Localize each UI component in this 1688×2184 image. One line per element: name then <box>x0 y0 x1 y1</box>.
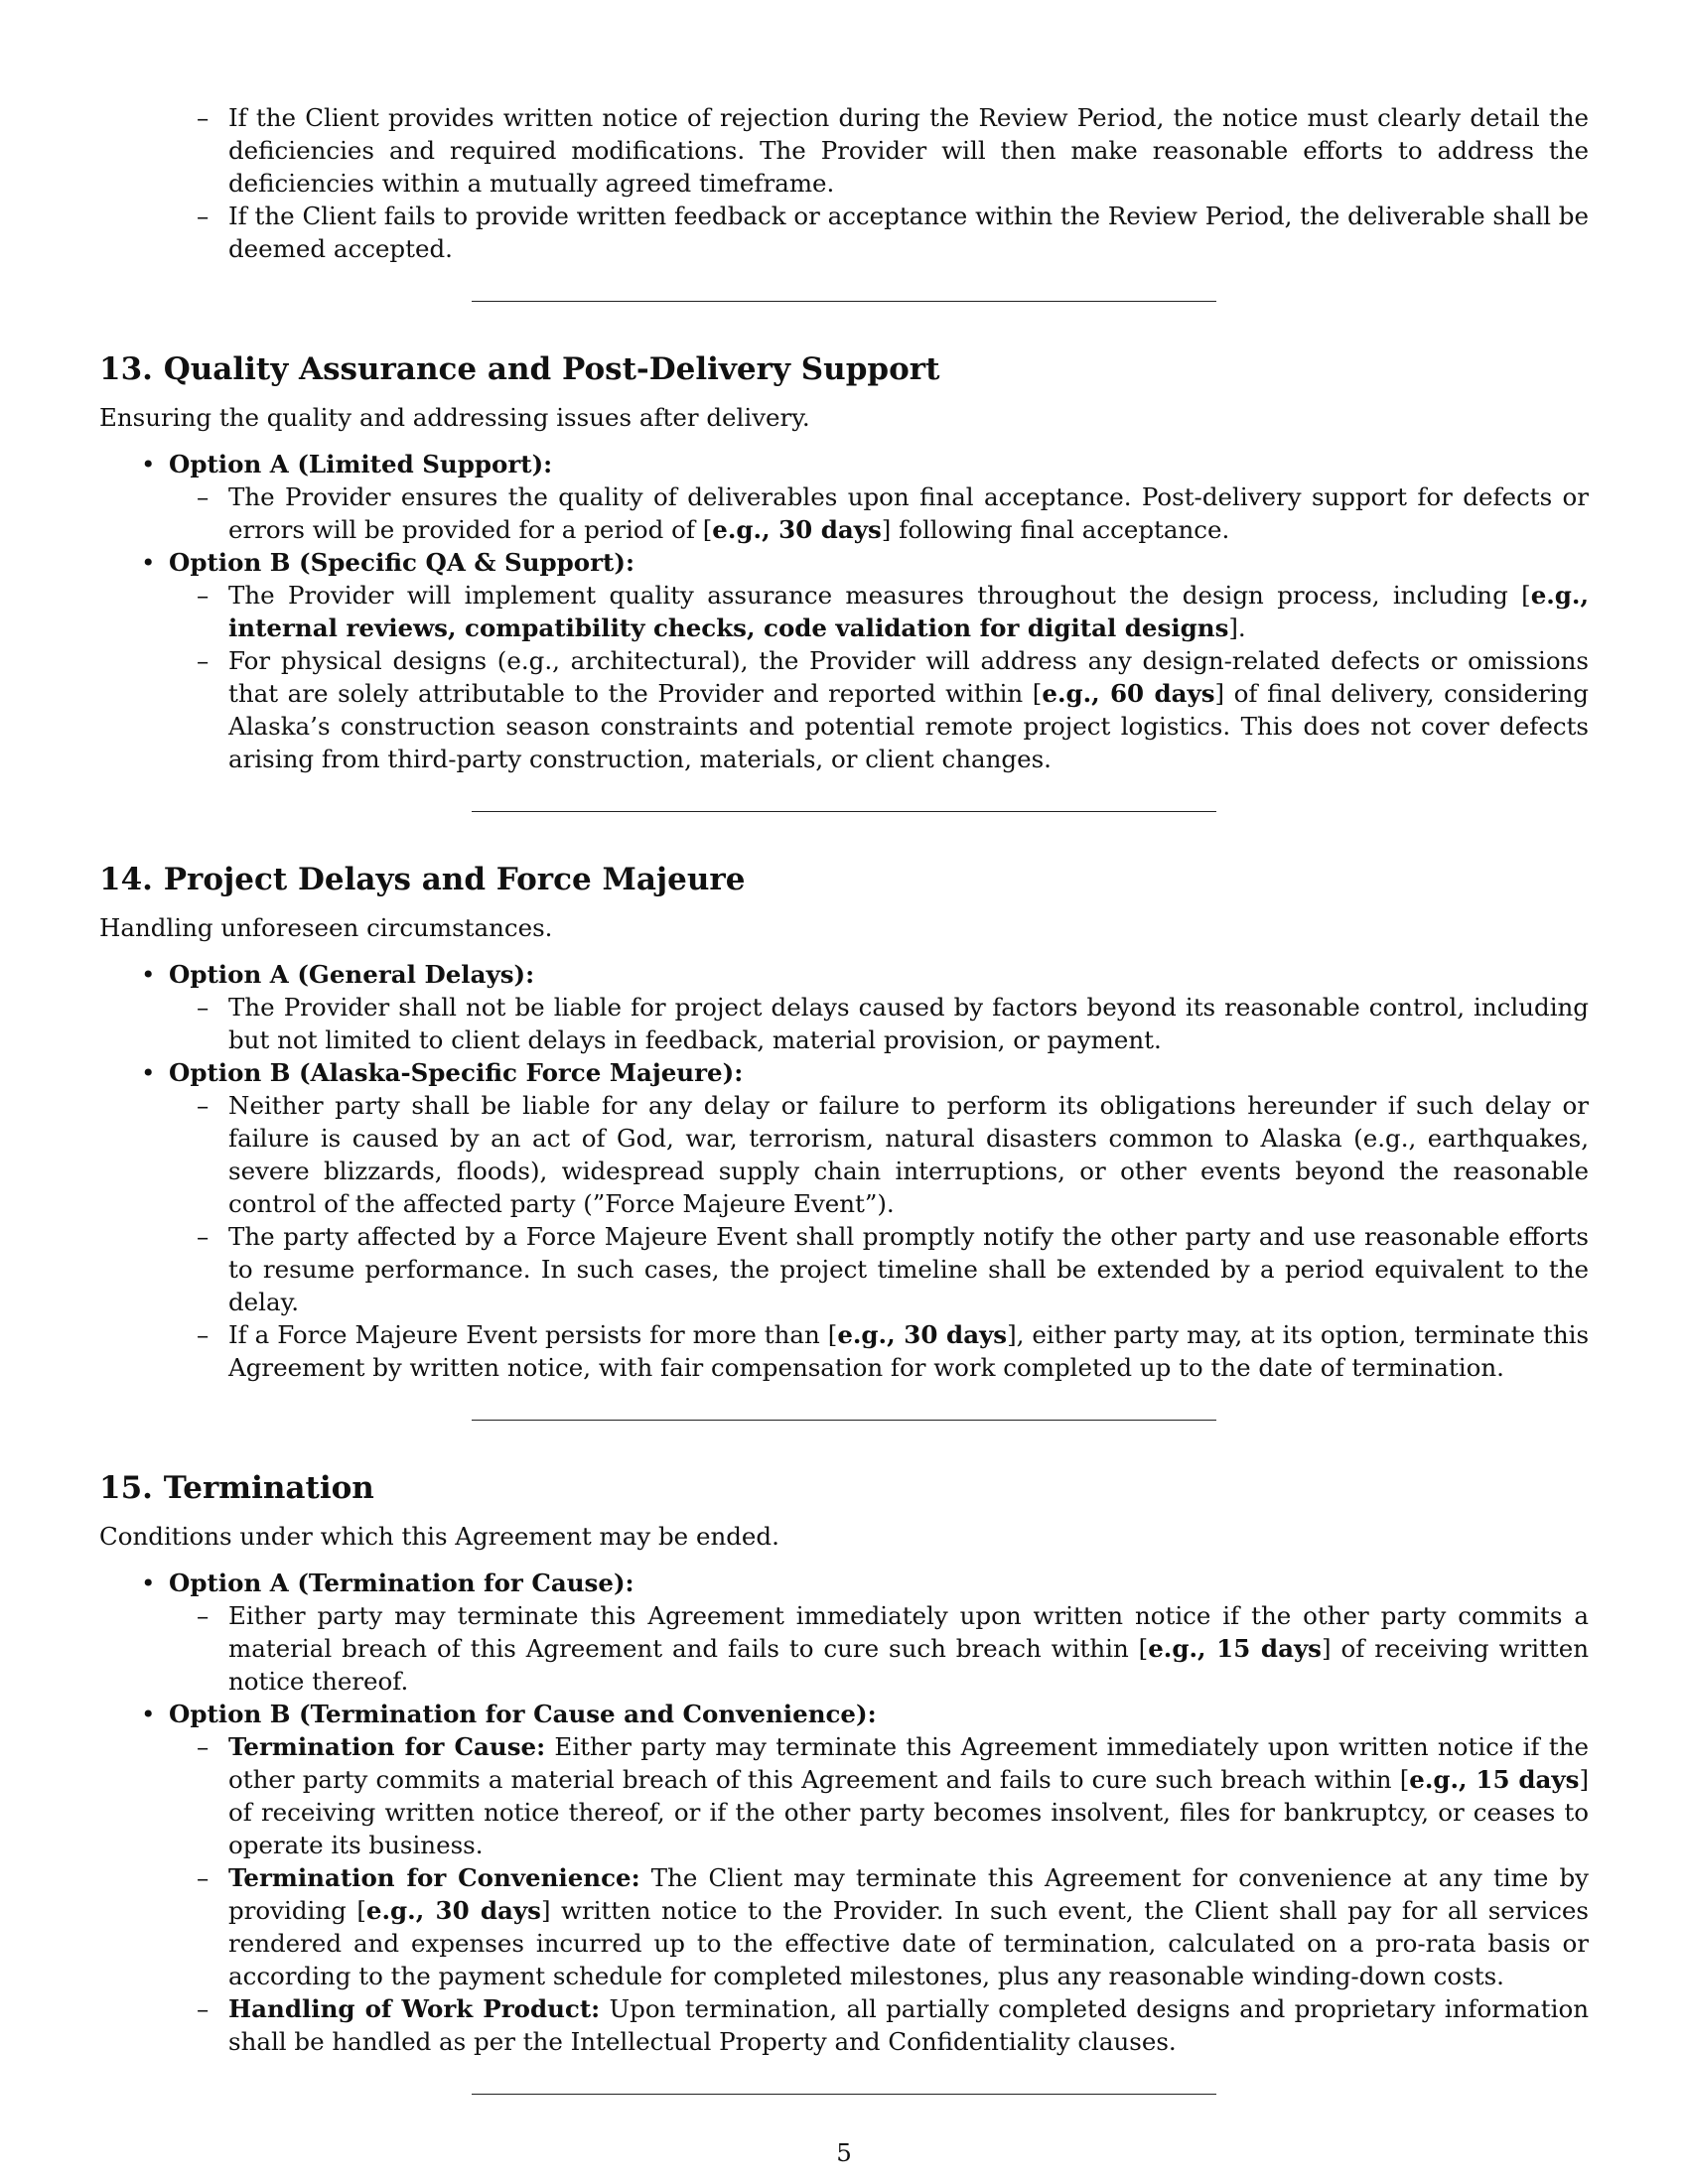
section-13-intro: Ensuring the quality and addressing issues after delivery. <box>99 403 810 432</box>
option-b <box>169 1698 1589 2058</box>
list-item <box>228 579 1589 644</box>
section-14-intro: Handling unforeseen circumstances. <box>99 913 553 942</box>
section-divider <box>472 301 1216 302</box>
option-b-title: Option B (Alaska-Specific Force Majeure): <box>169 1058 744 1087</box>
section-divider <box>472 1420 1216 1421</box>
placeholder-value: e.g., 60 days <box>1042 679 1215 708</box>
option-a-title: Option A (General Delays): <box>169 960 535 989</box>
list-item <box>228 480 1589 546</box>
text: ] of final delivery, considering Alaska’s construction season constraints and potential remote project logistics. This does not cover defects arising from third-party construction, materials, or client changes. <box>228 679 1589 773</box>
list-item <box>228 1599 1589 1698</box>
placeholder-value: e.g., 15 days <box>1148 1634 1322 1663</box>
list-item <box>228 644 1589 775</box>
list-item <box>228 1861 1589 1992</box>
section-15-title: 15. Termination <box>99 1470 374 1506</box>
option-a-title: Option A (Limited Support): <box>169 450 553 478</box>
option-b <box>169 546 1589 775</box>
list-item <box>228 1730 1589 1861</box>
list-item: – If the Client provides written notice of rejection during the Review Period, the notice must clearly detail the deficiencies and required modifications. The Provider will then make reasonable efforts to address the deficiencies within a mutually agreed timeframe. <box>228 101 1589 200</box>
option-a <box>169 958 1589 1056</box>
section-13-options <box>99 448 1589 775</box>
text: ]. <box>1228 614 1246 642</box>
option-b-items <box>169 579 1589 775</box>
placeholder-value: e.g., 15 days <box>1409 1765 1580 1794</box>
item-label: Termination for Convenience: <box>228 1863 640 1892</box>
placeholder-value: e.g., 30 days <box>365 1896 541 1925</box>
option-a-items <box>169 1599 1589 1698</box>
section-14-title: 14. Project Delays and Force Majeure <box>99 862 746 897</box>
option-b-title: Option B (Termination for Cause and Convenience): <box>169 1700 877 1728</box>
text: Upon termination, all partially completed designs and proprietary information shall be handled as per the Intellectual Property and Confidentiality clauses. <box>228 1994 1589 2056</box>
text: ] of receiving written notice thereof, or if the other party becomes insolvent, files for bankruptcy, or ceases to operate its business. <box>228 1765 1589 1859</box>
option-a <box>169 1567 1589 1698</box>
section-15-options <box>99 1567 1589 2058</box>
text: The Provider will implement quality assurance measures throughout the design process, including [ <box>228 581 1531 610</box>
section-15-intro: Conditions under which this Agreement may be ended. <box>99 1522 779 1551</box>
option-b-title: Option B (Specific QA & Support): <box>169 548 635 577</box>
page-number: 5 <box>836 2138 852 2167</box>
placeholder-value: e.g., internal reviews, compatibility checks, code validation for digital designs <box>228 581 1589 642</box>
document-page <box>99 101 1589 2095</box>
text: The Provider ensures the quality of deliverables upon final acceptance. Post-delivery support for defects or errors will be provided for a period of [ <box>228 482 1589 544</box>
text: For physical designs (e.g., architectural), the Provider will address any design-related defects or omissions that are solely attributable to the Provider and reported within [ <box>228 646 1589 708</box>
placeholder-value: e.g., 30 days <box>837 1320 1008 1349</box>
item-label: Handling of Work Product: <box>228 1994 601 2023</box>
text: ] of receiving written notice thereof. <box>228 1634 1590 1696</box>
option-b-items <box>169 1089 1589 1384</box>
text: ], either party may, at its option, terminate this Agreement by written notice, with fair compensation for work completed up to the date of termination. <box>228 1320 1590 1382</box>
section-divider <box>472 2094 1216 2095</box>
text: Either party may terminate this Agreement immediately upon written notice if the other party commits a material breach of this Agreement and fails to cure such breach within [ <box>228 1601 1589 1663</box>
text: If a Force Majeure Event persists for more than [ <box>228 1320 838 1349</box>
list-item: – The Provider shall not be liable for project delays caused by factors beyond its reasonable control, including but not limited to client delays in feedback, material provision, or payment. <box>228 991 1589 1056</box>
item-label: Termination for Cause: <box>228 1732 546 1761</box>
list-item: – Neither party shall be liable for any delay or failure to perform its obligations hereunder if such delay or failure is caused by an act of God, war, terrorism, natural disasters common to Alaska (e.g., earthquakes, severe blizzards, floods), widespread supply chain interruptions, or other events beyond the reasonable control of the affected party (”Force Majeure Event”). <box>228 1089 1589 1220</box>
option-a-title: Option A (Termination for Cause): <box>169 1569 634 1597</box>
text: Either party may terminate this Agreement immediately upon written notice if the other party commits a material breach of this Agreement and fails to cure such breach within [ <box>228 1732 1589 1794</box>
option-a <box>169 448 1589 546</box>
option-b-items <box>169 1730 1589 2058</box>
list-item: – The party affected by a Force Majeure Event shall promptly notify the other party and use reasonable efforts to resume performance. In such cases, the project timeline shall be extended by a period equivalent to the delay. <box>228 1220 1589 1318</box>
section-13-title: 13. Quality Assurance and Post-Delivery Support <box>99 351 940 387</box>
section-divider <box>472 811 1216 812</box>
option-a-items <box>169 480 1589 546</box>
list-item <box>228 1992 1589 2058</box>
text: ] following final acceptance. <box>881 515 1230 544</box>
text: The Client may terminate this Agreement for convenience at any time by providing [ <box>228 1863 1589 1925</box>
option-b <box>169 1056 1589 1384</box>
list-item <box>228 1318 1589 1384</box>
section-14-options <box>99 958 1589 1384</box>
list-item: – If the Client fails to provide written feedback or acceptance within the Review Period, the deliverable shall be deemed accepted. <box>228 200 1589 265</box>
placeholder-value: e.g., 30 days <box>712 515 882 544</box>
review-period-list <box>99 101 1589 265</box>
text: ] written notice to the Provider. In such event, the Client shall pay for all services rendered and expenses incurred up to the effective date of termination, calculated on a pro-rata basis or according to the payment schedule for completed milestones, plus any reasonable winding-down costs. <box>228 1896 1589 1990</box>
option-a-items <box>169 991 1589 1056</box>
